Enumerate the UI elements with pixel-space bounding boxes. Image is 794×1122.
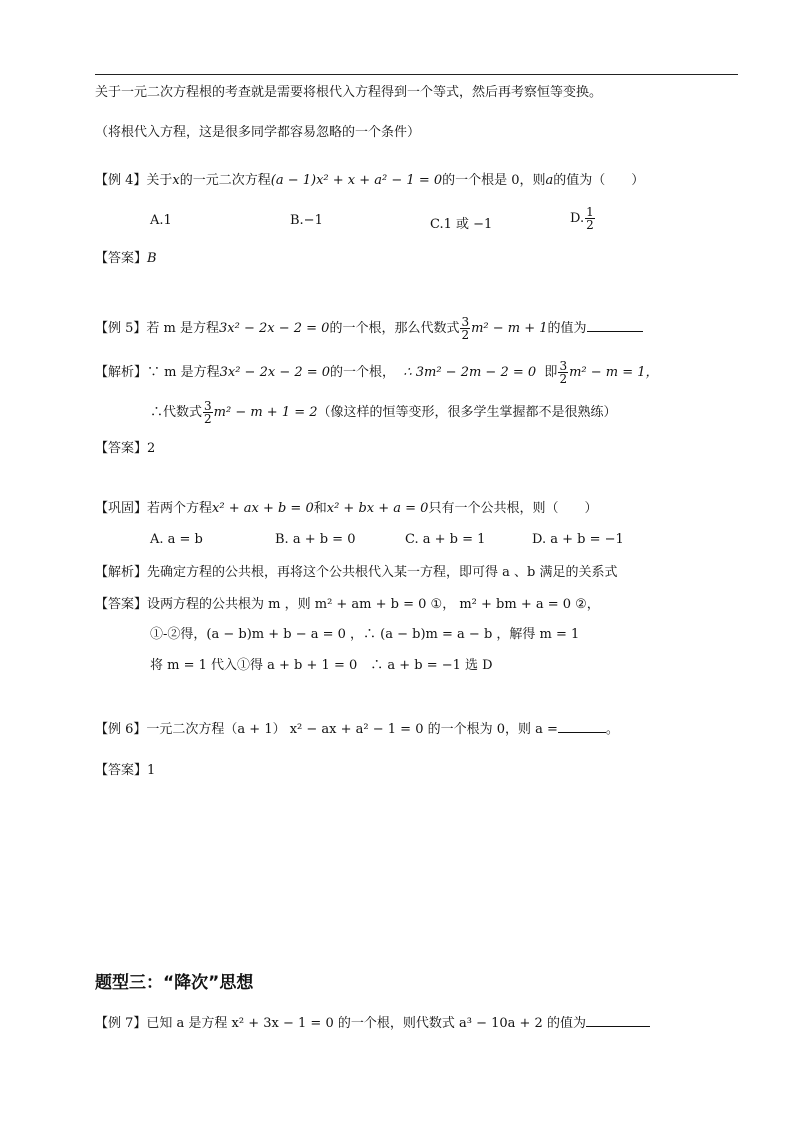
fraction: $\frac{3}{2}$ — [461, 315, 470, 342]
fraction: $\frac{1}{2}$ — [586, 205, 594, 232]
gonggu-tag: 【巩固】 — [95, 501, 148, 516]
intro-text-2: （将根代入方程，这是很多同学都容易忽略的一个条件） — [95, 125, 421, 140]
example-6-question: 【例 6】一元二次方程（a + 1） x² − ax + a² − 1 = 0 的一个根为 0，则 a = 。 — [95, 722, 619, 737]
gonggu-answer-1: 【答案】设两方程的公共根为 m ，则 m² + am + b = 0 ①， m² + bm + a = 0 ②， — [95, 597, 600, 612]
example-6-answer: 【答案】1 — [95, 763, 156, 778]
answer-blank — [558, 720, 606, 733]
example-4-answer: 【答案】B — [95, 251, 157, 266]
example-5-solution-2: ∴代数式 $\frac{3}{2}$ m² − m + 1 = 2（像这样的恒等变形，很多学生掌握都不是很熟练） — [150, 399, 617, 426]
gonggu-answer-2: ①-②得，(a − b)m + b − a = 0 ，∴ (a − b)m = a − b ，解得 m = 1 — [150, 627, 580, 642]
example-7-question: 【例 7】已知 a 是方程 x² + 3x − 1 = 0 的一个根，则代数式 a³ − 10a + 2 的值为 — [95, 1014, 650, 1033]
gonggu-option-b: B. a + b = 0 — [275, 532, 356, 547]
example-5-solution-1: 【解析】∵ m 是方程3x² − 2x − 2 = 0的一个根， ∴ 3m² − 2m − 2 = 0 即 $\frac{3}{2}$ m² − m = 1， — [95, 359, 659, 386]
example-4-option-a: A.1 — [150, 213, 172, 228]
fraction: $\frac{3}{2}$ — [204, 399, 212, 426]
gonggu-question: 【巩固】若两个方程x² + ax + b = 0和x² + bx + a = 0只有一个公共根，则（ ） — [95, 501, 598, 516]
example-6-tag: 【例 6】 — [95, 722, 147, 737]
example-4-tag: 【例 4】 — [95, 173, 147, 188]
example-4-option-b: B.−1 — [290, 213, 323, 228]
example-4-option-d: D. $\frac{1}{2}$ — [570, 205, 594, 232]
header-rule — [95, 74, 738, 75]
intro-text-1: 关于一元二次方程根的考查就是需要将根代入方程得到一个等式，然后再考察恒等变换。 — [95, 85, 603, 100]
gonggu-option-d: D. a + b = −1 — [532, 532, 624, 547]
section-3-heading: 题型三：“降次”思想 — [95, 973, 254, 993]
example-5-tag: 【例 5】 — [95, 321, 147, 336]
example-5-question: 【例 5】若 m 是方程3x² − 2x − 2 = 0的一个根，那么代数式 $\frac{3}{2}$ m² − m + 1的值为 — [95, 316, 643, 341]
gonggu-solution: 【解析】先确定方程的公共根，再将这个公共根代入某一方程，即可得 a 、b 满足的关系式 — [95, 565, 618, 580]
gonggu-answer-3: 将 m = 1 代入①得 a + b + 1 = 0 ∴ a + b = −1 选 D — [150, 658, 493, 673]
example-4-option-c: C.1 或 −1 — [430, 217, 493, 232]
gonggu-option-a: A. a = b — [150, 532, 203, 547]
example-5-answer: 【答案】2 — [95, 441, 156, 456]
example-4-question: 【例 4】关于x的一元二次方程(a − 1)x² + x + a² − 1 = 0的一个根是 0，则a的值为（ ） — [95, 173, 645, 188]
example-7-tag: 【例 7】 — [95, 1016, 147, 1031]
answer-blank — [586, 1014, 650, 1027]
gonggu-option-c: C. a + b = 1 — [405, 532, 486, 547]
fraction: $\frac{3}{2}$ — [559, 359, 568, 386]
answer-blank — [587, 319, 643, 332]
example-4-equation: (a − 1)x² + x + a² − 1 = 0 — [270, 173, 443, 188]
